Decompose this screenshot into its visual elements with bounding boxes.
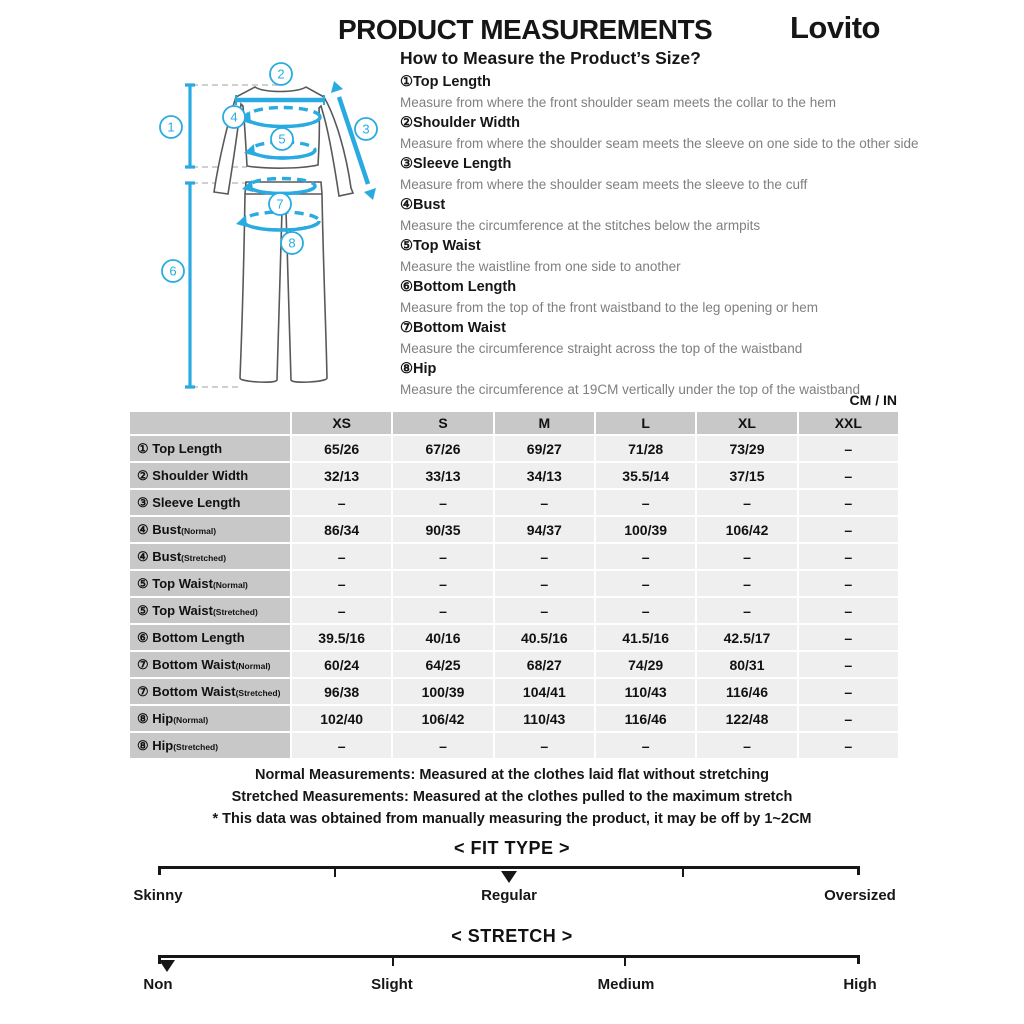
howto-item-desc: Measure the circumference straight across the top of the waistband <box>400 341 803 356</box>
measurement-value: – <box>799 706 898 731</box>
measurement-value: 94/37 <box>495 517 594 542</box>
measurement-value: 71/28 <box>596 436 695 461</box>
measurement-value: – <box>495 571 594 596</box>
measurement-value: 116/46 <box>596 706 695 731</box>
measurement-value: – <box>697 544 796 569</box>
howto-item-label: ③Sleeve Length <box>400 156 512 172</box>
corner-cell <box>130 412 290 434</box>
measurement-value: 96/38 <box>292 679 391 704</box>
measurement-value: 40/16 <box>393 625 492 650</box>
size-column-header: L <box>596 412 695 434</box>
howto-item-label: ⑤Top Waist <box>400 238 481 254</box>
measurement-sublabel: (Stretched) <box>235 687 281 698</box>
table-row <box>130 571 898 596</box>
howto-item-label: ①Top Length <box>400 74 491 90</box>
size-header-row <box>130 412 898 434</box>
stretch-rail <box>158 955 860 964</box>
fit-type-tick <box>682 869 684 877</box>
stretch-title: < STRETCH > <box>451 926 573 946</box>
measurement-value: 102/40 <box>292 706 391 731</box>
stretch-label-non: Non <box>143 976 173 993</box>
note-disclaimer: * This data was obtained from manually measuring the product, it may be off by 1~2CM <box>212 811 812 827</box>
stretch-tick <box>392 958 394 966</box>
size-column-header: XS <box>292 412 391 434</box>
callout-number-4: 4 <box>230 109 238 125</box>
measurement-label: ⑤ Top Waist(Normal) <box>130 571 290 596</box>
measurement-value: 40.5/16 <box>495 625 594 650</box>
howto-item-desc: Measure from the top of the front waistband to the leg opening or hem <box>400 300 818 315</box>
fit-type-tick <box>334 869 336 877</box>
howto-item-label: ②Shoulder Width <box>400 115 520 131</box>
top-length-ruler <box>185 85 195 167</box>
measurement-value: – <box>596 733 695 758</box>
howto-item-desc: Measure from where the shoulder seam meets the sleeve on one side to the other side <box>400 136 919 151</box>
table-row <box>130 490 898 515</box>
measurement-sublabel: (Stretched) <box>181 552 227 563</box>
measurement-value: – <box>799 571 898 596</box>
measurement-value: – <box>393 544 492 569</box>
table-row <box>130 706 898 731</box>
measurement-label: ⑦ Bottom Waist(Stretched) <box>130 679 290 704</box>
stretch-label-slight: Slight <box>371 976 413 993</box>
measurement-label: ⑥ Bottom Length <box>130 625 290 650</box>
howto-item-desc: Measure the circumference at the stitches below the armpits <box>400 218 761 233</box>
measurements-table-wrap <box>128 410 900 760</box>
measurement-value: 106/42 <box>393 706 492 731</box>
measurement-value: 116/46 <box>697 679 796 704</box>
measurement-sublabel: (Stretched) <box>173 741 219 752</box>
measurement-value: – <box>799 436 898 461</box>
measurement-value: 32/13 <box>292 463 391 488</box>
notes-section <box>0 764 1024 830</box>
measurement-label: ⑧ Hip(Normal) <box>130 706 290 731</box>
fit-type-label-oversized: Oversized <box>824 887 896 904</box>
stretch-tick <box>624 958 626 966</box>
measurement-value: 86/34 <box>292 517 391 542</box>
stretch-marker-icon <box>159 960 175 972</box>
measurement-value: – <box>393 598 492 623</box>
measurement-value: – <box>495 490 594 515</box>
measurement-value: 41.5/16 <box>596 625 695 650</box>
table-row <box>130 625 898 650</box>
measurement-label: ④ Bust(Stretched) <box>130 544 290 569</box>
measurement-value: 35.5/14 <box>596 463 695 488</box>
note-normal: Normal Measurements: Measured at the clothes laid flat without stretching <box>254 767 770 783</box>
measurement-value: 68/27 <box>495 652 594 677</box>
measurement-value: – <box>799 625 898 650</box>
fit-type-marker-icon <box>501 871 517 883</box>
fit-type-title: < FIT TYPE > <box>453 838 571 858</box>
measurement-value: – <box>799 544 898 569</box>
fit-type-label-skinny: Skinny <box>133 887 183 904</box>
callout-number-3: 3 <box>362 121 370 137</box>
brand-logo: Lovito <box>790 10 880 45</box>
table-row <box>130 733 898 758</box>
size-column-header: XXL <box>799 412 898 434</box>
measurement-value: 67/26 <box>393 436 492 461</box>
measurement-value: 90/35 <box>393 517 492 542</box>
measurement-value: 73/29 <box>697 436 796 461</box>
table-row <box>130 517 898 542</box>
measurements-tbody <box>130 436 898 758</box>
table-row <box>130 652 898 677</box>
measurement-value: – <box>799 733 898 758</box>
measurement-value: 42.5/17 <box>697 625 796 650</box>
size-column-header: M <box>495 412 594 434</box>
units-label: CM / IN <box>849 392 897 408</box>
measurement-label: ⑦ Bottom Waist(Normal) <box>130 652 290 677</box>
howto-item-desc: Measure from where the shoulder seam meets the sleeve to the cuff <box>400 177 808 192</box>
measurement-value: – <box>596 571 695 596</box>
measurement-value: 37/15 <box>697 463 796 488</box>
howto-item-label: ⑧Hip <box>400 361 437 377</box>
measurement-value: – <box>292 490 391 515</box>
measurement-value: – <box>596 544 695 569</box>
stretch-label-medium: Medium <box>597 976 655 993</box>
stretch-label-high: High <box>843 976 877 993</box>
table-row <box>130 679 898 704</box>
howto-item-label: ④Bust <box>400 197 446 213</box>
callout-number-2: 2 <box>277 66 285 82</box>
measurement-value: 100/39 <box>393 679 492 704</box>
measurement-label: ④ Bust(Normal) <box>130 517 290 542</box>
measurement-value: 110/43 <box>495 706 594 731</box>
measurement-value: 60/24 <box>292 652 391 677</box>
howto-list <box>400 72 990 400</box>
measurement-sublabel: (Normal) <box>181 525 217 536</box>
measurement-value: – <box>292 598 391 623</box>
table-row <box>130 436 898 461</box>
measurement-value: – <box>697 571 796 596</box>
measurement-value: – <box>799 652 898 677</box>
stretch-labels <box>143 976 877 996</box>
callout-number-8: 8 <box>288 235 296 251</box>
measurement-value: 65/26 <box>292 436 391 461</box>
measurement-value: – <box>393 571 492 596</box>
howto-heading: How to Measure the Product’s Size? <box>400 48 701 68</box>
measurement-label: ⑤ Top Waist(Stretched) <box>130 598 290 623</box>
callout-number-1: 1 <box>167 119 175 135</box>
measurement-value: – <box>697 733 796 758</box>
measurement-value: – <box>697 490 796 515</box>
measurement-label: ③ Sleeve Length <box>130 490 290 515</box>
measurement-value: 100/39 <box>596 517 695 542</box>
measurement-value: – <box>495 733 594 758</box>
fit-type-rail <box>158 866 860 875</box>
measurement-value: – <box>393 490 492 515</box>
howto-item-desc: Measure the waistline from one side to another <box>400 259 681 274</box>
measurement-value: 33/13 <box>393 463 492 488</box>
note-stretched: Stretched Measurements: Measured at the clothes pulled to the maximum stretch <box>231 789 793 805</box>
measurement-value: – <box>799 463 898 488</box>
measurement-value: – <box>292 571 391 596</box>
table-row <box>130 463 898 488</box>
table-row <box>130 544 898 569</box>
howto-item-label: ⑥Bottom Length <box>400 279 517 295</box>
measurement-sublabel: (Normal) <box>212 579 248 590</box>
measurement-label: ① Top Length <box>130 436 290 461</box>
callout-number-5: 5 <box>278 131 286 147</box>
howto-item-desc: Measure the circumference at 19CM vertically under the top of the waistband <box>400 382 860 397</box>
measurement-value: – <box>596 598 695 623</box>
howto-item-label: ⑦Bottom Waist <box>400 320 506 336</box>
fit-type-label-regular: Regular <box>481 887 537 904</box>
measurement-value: 122/48 <box>697 706 796 731</box>
size-column-header: XL <box>697 412 796 434</box>
measurement-value: – <box>799 679 898 704</box>
bottom-length-ruler <box>185 183 195 387</box>
measurement-value: 74/29 <box>596 652 695 677</box>
size-column-header: S <box>393 412 492 434</box>
measurement-value: 80/31 <box>697 652 796 677</box>
table-row <box>130 598 898 623</box>
measurement-sublabel: (Stretched) <box>212 606 258 617</box>
measurement-value: 106/42 <box>697 517 796 542</box>
page-title: PRODUCT MEASUREMENTS <box>338 14 713 45</box>
measurement-value: – <box>495 544 594 569</box>
measurement-value: 69/27 <box>495 436 594 461</box>
measurement-value: 34/13 <box>495 463 594 488</box>
measurement-value: – <box>292 733 391 758</box>
measurement-value: – <box>495 598 594 623</box>
measurement-sublabel: (Normal) <box>173 714 209 725</box>
measurement-value: 64/25 <box>393 652 492 677</box>
measurement-value: – <box>799 598 898 623</box>
garment-measurement-diagram <box>140 58 400 403</box>
measurement-value: – <box>292 544 391 569</box>
howto-item-desc: Measure from where the front shoulder seam meets the collar to the hem <box>400 95 836 110</box>
measurement-sublabel: (Normal) <box>235 660 271 671</box>
measurements-table <box>128 410 900 760</box>
callout-number-6: 6 <box>169 263 177 279</box>
measurement-value: 39.5/16 <box>292 625 391 650</box>
measurement-value: 110/43 <box>596 679 695 704</box>
howto-section <box>400 48 990 400</box>
measurement-label: ⑧ Hip(Stretched) <box>130 733 290 758</box>
measurement-value: – <box>393 733 492 758</box>
callout-number-7: 7 <box>276 196 284 212</box>
measurement-label: ② Shoulder Width <box>130 463 290 488</box>
measurement-value: – <box>799 490 898 515</box>
measurement-value: – <box>799 517 898 542</box>
measurement-value: – <box>596 490 695 515</box>
measurement-value: 104/41 <box>495 679 594 704</box>
measurement-value: – <box>697 598 796 623</box>
fit-type-labels <box>133 887 896 907</box>
